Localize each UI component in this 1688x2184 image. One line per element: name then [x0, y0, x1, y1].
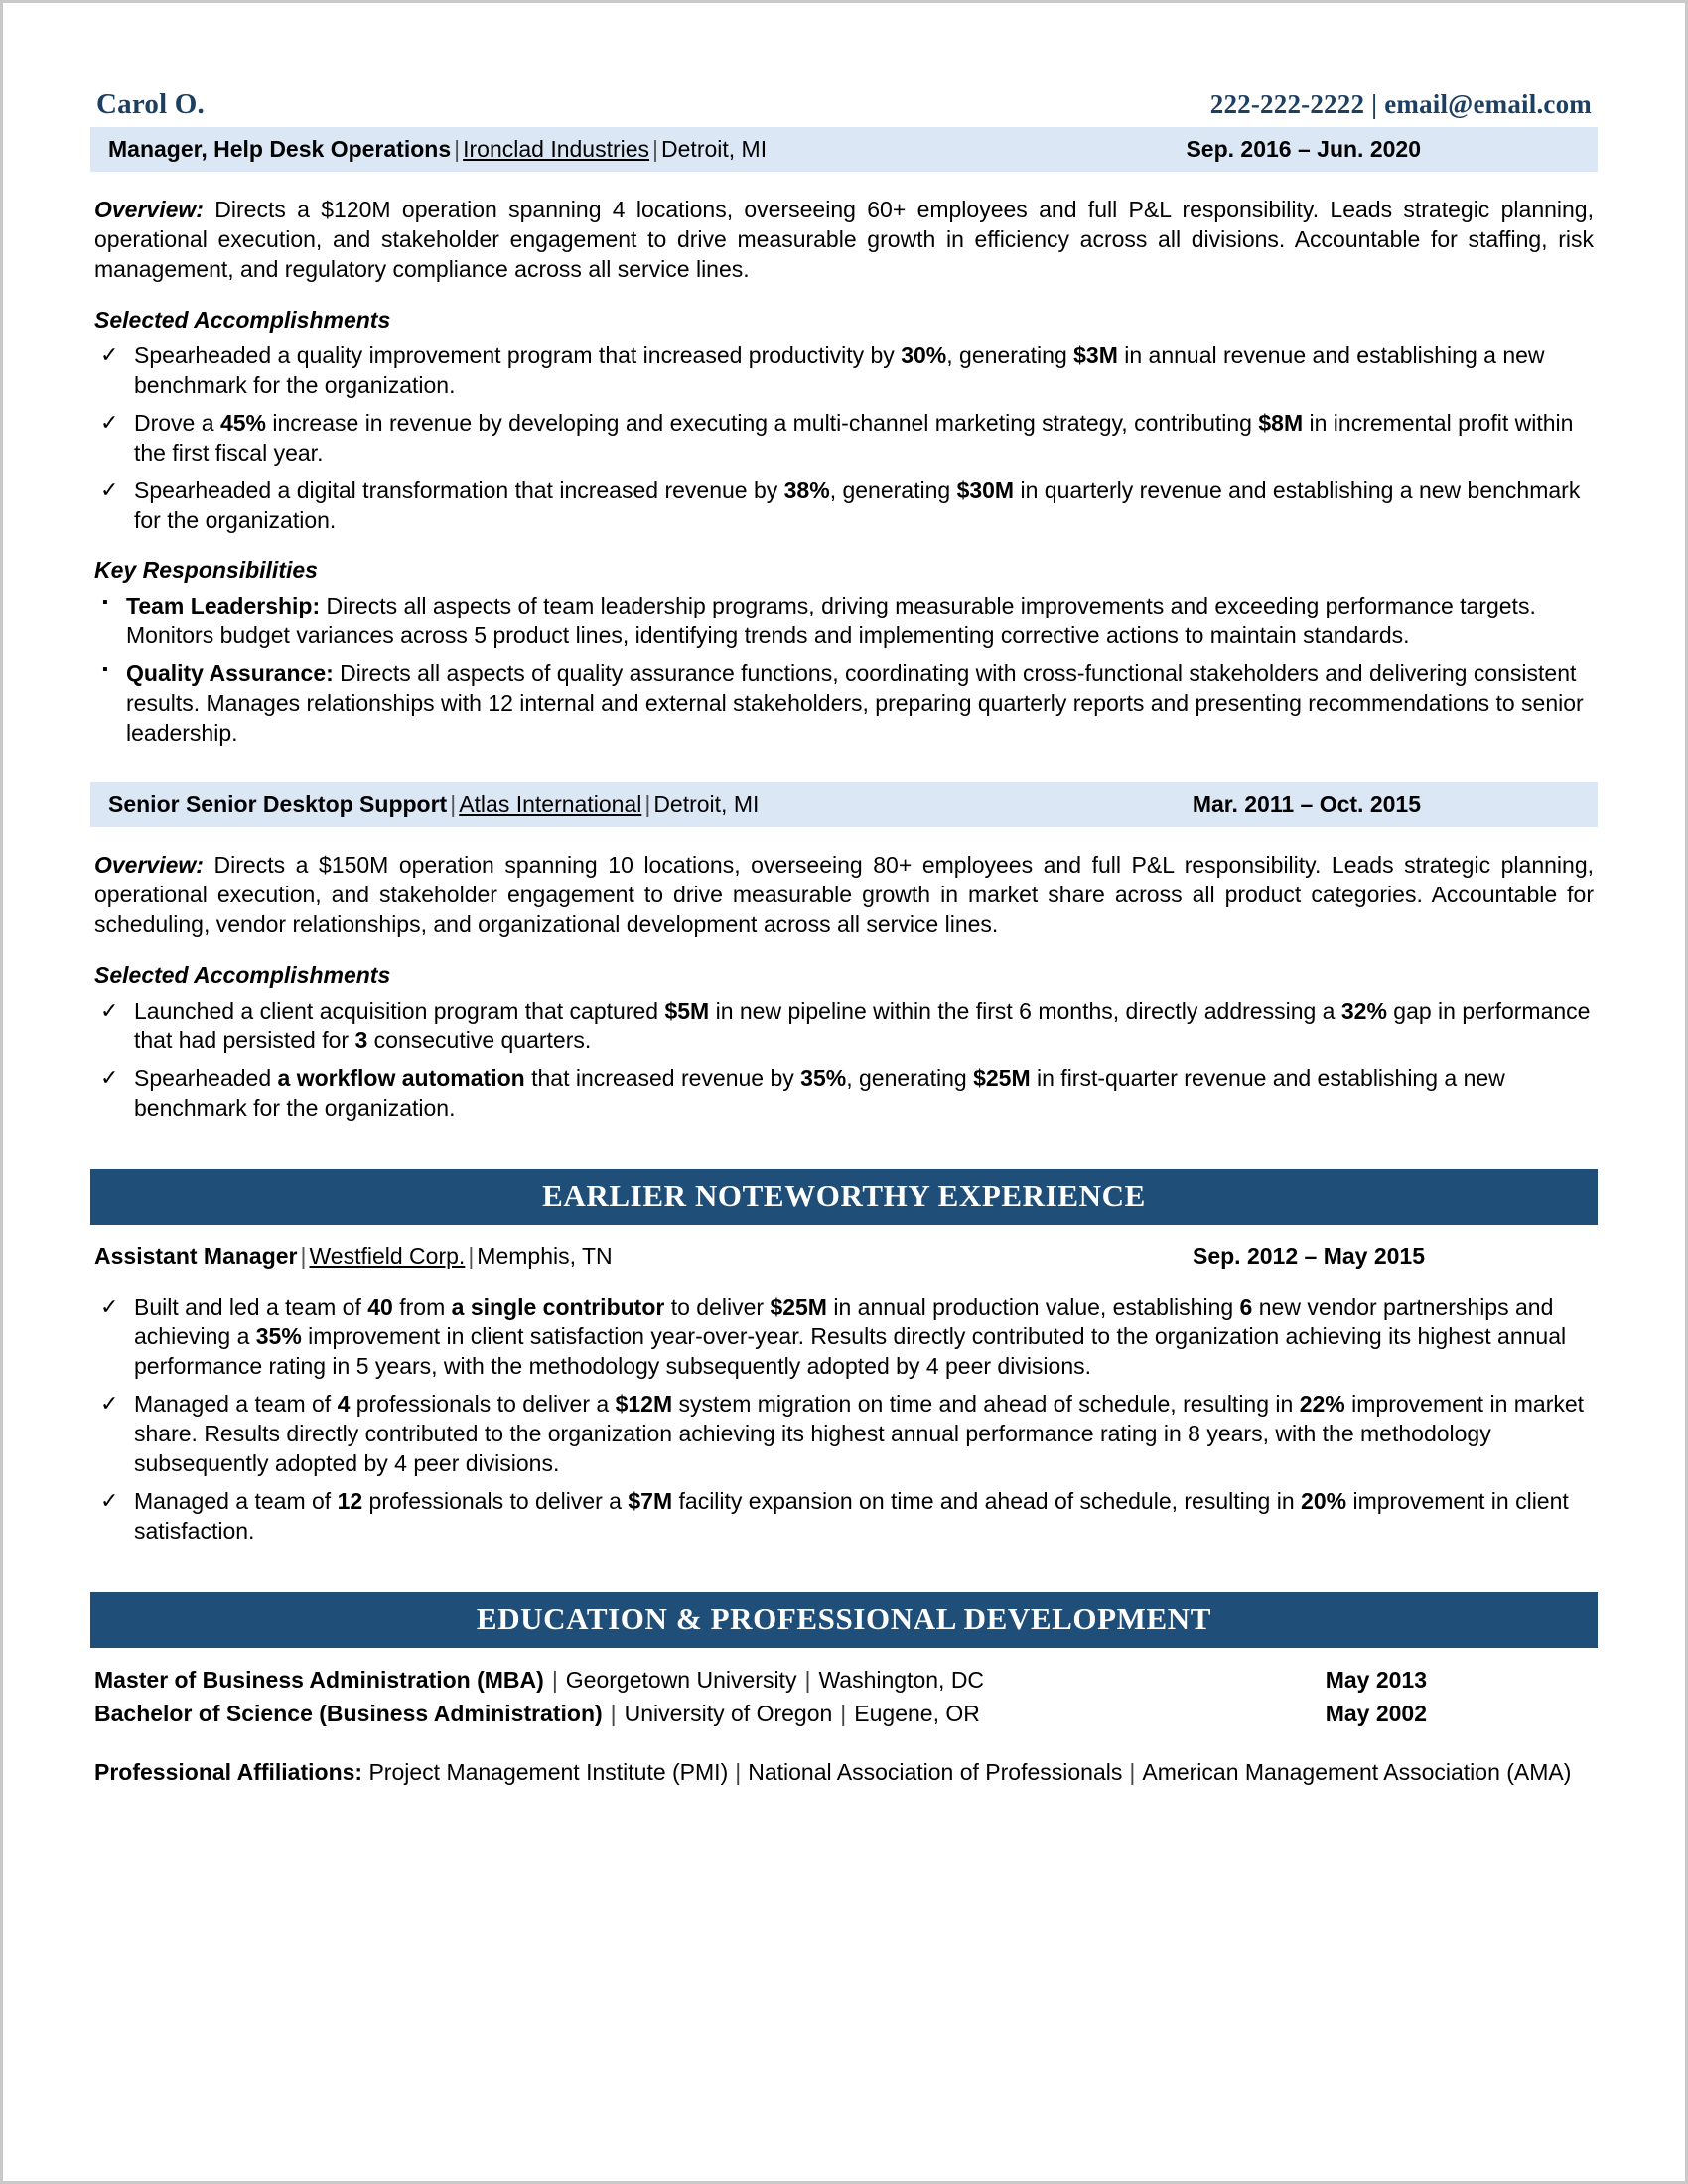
school-name: University of Oregon [624, 1700, 833, 1726]
separator: | [610, 1700, 617, 1726]
job-title: Manager, Help Desk Operations [108, 136, 452, 162]
earlier-entry-header [90, 1239, 1598, 1272]
list-item-text: Quality Assurance: Directs all aspects of quality assurance functions, coordinating with cross-functional stakeholders and delivering consistent results. Manages relationships with 12 internal and external stakeholders, preparing quarterly reports and presenting recommendations to senior leadership. [126, 660, 1584, 747]
list-item [94, 592, 1594, 651]
job-company: Atlas International [459, 790, 642, 817]
list-item [94, 477, 1594, 536]
list-item [94, 341, 1594, 401]
job-company: Ironclad Industries [463, 136, 650, 162]
school-location: Washington, DC [818, 1666, 985, 1693]
separator: | [644, 790, 651, 817]
contact-info: 222-222-2222 | email@email.com [1209, 89, 1592, 119]
job-company: Westfield Corp. [309, 1242, 466, 1269]
job-header-left [108, 136, 767, 162]
separator: | [840, 1700, 847, 1726]
bullet-icon: ▪ [102, 594, 108, 612]
list-item-text: Launched a client acquisition program that captured $5M in new pipeline within the first 6 months, directly addressing a 32% gap in performance that had persisted for 3 consecutive quarters. [134, 998, 1591, 1053]
separator: | [551, 1666, 558, 1693]
bullet-icon: ✓ [100, 1391, 119, 1417]
separator: | [468, 1242, 475, 1269]
education-row [90, 1700, 1598, 1729]
list-item [94, 1064, 1594, 1124]
section-banner-earlier-experience: EARLIER NOTEWORTHY EXPERIENCE [90, 1169, 1598, 1225]
candidate-name: Carol O. [96, 88, 206, 120]
list-item-text: Managed a team of 12 professionals to deliver a $7M facility expansion on time and ahead of schedule, resulting in 20% improvement in client satisfaction. [134, 1487, 1569, 1544]
list-item-text: Team Leadership: Directs all aspects of team leadership programs, driving measurable improvements and exceeding performance targets. Monitors budget variances across 5 product lines, identifying trends and implementing corrective actions to maintain standards. [126, 593, 1536, 649]
job-location: Detroit, MI [653, 790, 760, 817]
job-overview [94, 196, 1594, 285]
job-location: Memphis, TN [477, 1242, 613, 1269]
overview-text: Directs a $120M operation spanning 4 locations, overseeing 60+ employees and full P&L responsibility. Leads strategic planning, operational execution, and stakeholder engagement to drive measurable growth in efficiency across all divisions. Accountable for staffing, risk management, and regulatory compliance across all service lines. [94, 197, 1594, 283]
education-date: May 2002 [1325, 1700, 1427, 1726]
accomplishments-list [90, 341, 1598, 535]
affiliations-label: Professional Affiliations: [94, 1759, 363, 1786]
professional-affiliations [90, 1758, 1598, 1788]
list-item-text: Spearheaded a quality improvement program that increased productivity by 30%, generating $3M in annual revenue and establishing a new benchmark for the organization. [134, 342, 1545, 398]
job-header-bar [90, 782, 1598, 827]
school-location: Eugene, OR [854, 1700, 980, 1726]
education-row-left [94, 1666, 984, 1696]
list-item [94, 409, 1594, 469]
list-item [94, 1487, 1594, 1547]
affiliation-item: American Management Association (AMA) [1142, 1759, 1572, 1786]
earlier-entry-left [94, 1243, 613, 1270]
list-item [94, 659, 1594, 749]
list-item-text: Spearheaded a digital transformation that increased revenue by 38%, generating $30M in quarterly revenue and establishing a new benchmark for the organization. [134, 477, 1581, 533]
affiliation-item: Project Management Institute (PMI) [368, 1759, 729, 1786]
separator: | [454, 136, 461, 162]
job-title: Senior Senior Desktop Support [108, 790, 448, 817]
responsibilities-heading: Key Responsibilities [94, 557, 318, 584]
job-location: Detroit, MI [661, 136, 768, 162]
list-item-text: Spearheaded a workflow automation that increased revenue by 35%, generating $25M in first-quarter revenue and establishing a new benchmark for the organization. [134, 1064, 1505, 1121]
list-item-text: Built and led a team of 40 from a single contributor to deliver $25M in annual production value, establishing 6 new vendor partnerships and achieving a 35% improvement in client satisfaction year-over-year. Results directly contributed to the organization achieving its highest annual performance rating in 5 years, with the methodology subsequently adopted by 4 peer divisions. [134, 1294, 1567, 1380]
bullet-icon: ✓ [100, 1487, 119, 1513]
job-header-left [108, 791, 759, 817]
degree-name: Master of Business Administration (MBA) [94, 1666, 544, 1693]
school-name: Georgetown University [565, 1666, 797, 1693]
degree-name: Bachelor of Science (Business Administration) [94, 1700, 603, 1726]
affiliation-item: National Association of Professionals [748, 1759, 1123, 1786]
affiliations-values [368, 1759, 1571, 1785]
list-item [94, 1390, 1594, 1479]
responsibilities-list [90, 592, 1598, 748]
overview-label: Overview: [94, 852, 204, 879]
list-item-text: Managed a team of 4 professionals to deliver a $12M system migration on time and ahead of schedule, resulting in 22% improvement in market share. Results directly contributed to the organization achieving its highest annual performance rating in 8 years, with the methodology subsequently adopted by 4 peer divisions. [134, 1391, 1585, 1477]
education-list [90, 1666, 1598, 1729]
bullet-icon: ✓ [100, 477, 119, 502]
separator: | [804, 1666, 811, 1693]
separator: | [450, 790, 457, 817]
job-dates: Mar. 2011 – Oct. 2015 [1192, 790, 1421, 817]
overview-label: Overview: [94, 197, 204, 223]
job-header-bar [90, 127, 1598, 172]
bullet-icon: ✓ [100, 342, 119, 368]
overview-text: Directs a $150M operation spanning 10 locations, overseeing 80+ employees and full P&L responsibility. Leads strategic planning, operational execution, and stakeholder engagement to drive measurable growth in market share across all product categories. Accountable for scheduling, vendor relationships, and organizational development across all service lines. [94, 852, 1594, 938]
resume-header [90, 88, 1598, 127]
separator: | [735, 1759, 742, 1786]
education-date: May 2013 [1325, 1666, 1427, 1693]
education-row [90, 1666, 1598, 1696]
education-row-left [94, 1700, 980, 1729]
earlier-bullets-list [90, 1294, 1598, 1547]
accomplishments-heading: Selected Accomplishments [94, 962, 391, 989]
list-item [94, 1294, 1594, 1383]
bullet-icon: ✓ [100, 998, 119, 1024]
job-dates: Sep. 2012 – May 2015 [1193, 1242, 1425, 1269]
accomplishments-heading: Selected Accomplishments [94, 307, 391, 334]
separator: | [1129, 1759, 1136, 1786]
section-banner-education: EDUCATION & PROFESSIONAL DEVELOPMENT [90, 1592, 1598, 1648]
bullet-icon: ✓ [100, 409, 119, 435]
separator: | [300, 1242, 307, 1269]
job-title: Assistant Manager [94, 1242, 298, 1269]
bullet-icon: ✓ [100, 1064, 119, 1090]
bullet-icon: ✓ [100, 1294, 119, 1319]
list-item [94, 997, 1594, 1056]
list-item-text: Drove a 45% increase in revenue by developing and executing a multi-channel marketing strategy, contributing $8M in incremental profit within the first fiscal year. [134, 409, 1574, 466]
job-overview [94, 851, 1594, 940]
accomplishments-list [90, 997, 1598, 1124]
job-dates: Sep. 2016 – Jun. 2020 [1186, 136, 1421, 162]
bullet-icon: ▪ [102, 661, 108, 679]
separator: | [652, 136, 659, 162]
